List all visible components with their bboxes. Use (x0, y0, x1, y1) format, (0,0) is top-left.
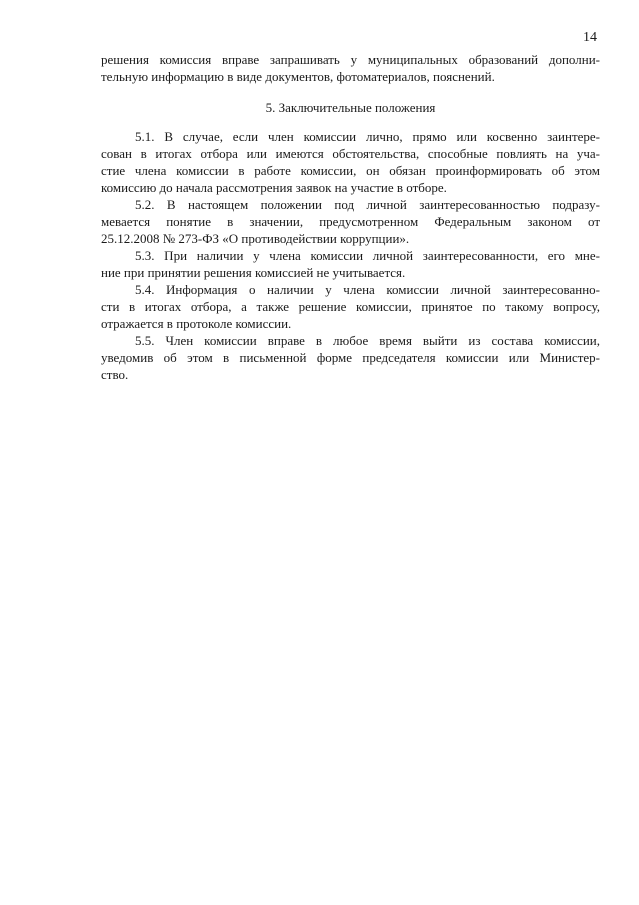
paragraph-5-2 (101, 196, 600, 247)
paragraph-line: сован в итогах отбора или имеются обстоятельства, способные повлиять на уча- (101, 146, 600, 161)
paragraph-line: уведомив об этом в письменной форме председателя комиссии или Министер- (101, 350, 600, 365)
paragraph-line: 5.3. При наличии у члена комиссии личной заинтересованности, его мне- (135, 248, 600, 263)
paragraph-line: 5.5. Член комиссии вправе в любое время выйти из состава комиссии, (135, 333, 600, 348)
intro-line: решения комиссия вправе запрашивать у муниципальных образований дополни- (101, 52, 600, 67)
paragraph-line: 25.12.2008 № 273-ФЗ «О противодействии коррупции». (101, 231, 410, 246)
paragraph-line: 5.4. Информация о наличии у члена комиссии личной заинтересованно- (135, 282, 600, 297)
paragraph-line: ство. (101, 367, 129, 382)
document-body (101, 51, 600, 383)
paragraph-5-1 (101, 128, 600, 196)
paragraph-line: комиссию до начала рассмотрения заявок на участие в отборе. (101, 180, 447, 195)
paragraph-line: сти в итогах отбора, а также решение комиссии, принятое по такому вопросу, (101, 299, 600, 314)
paragraph-line: отражается в протоколе комиссии. (101, 316, 292, 331)
page-number: 14 (583, 30, 597, 45)
paragraph-line: 5.2. В настоящем положении под личной заинтересованностью подразу- (135, 197, 600, 212)
paragraph-line: стие члена комиссии в работе комиссии, он обязан проинформировать об этом (101, 163, 600, 178)
paragraph-line: 5.1. В случае, если член комиссии лично, прямо или косвенно заинтере- (135, 129, 600, 144)
paragraph-5-4 (101, 281, 600, 332)
intro-line: тельную информацию в виде документов, фотоматериалов, пояснений. (101, 69, 495, 84)
section-heading: 5. Заключительные положения (265, 100, 436, 115)
paragraph-line: ние при принятии решения комиссией не учитывается. (101, 265, 406, 280)
paragraph-5-5 (101, 332, 600, 383)
paragraph-5-3 (101, 247, 600, 281)
paragraph-line: мевается понятие в значении, предусмотренном Федеральным законом от (101, 214, 600, 229)
